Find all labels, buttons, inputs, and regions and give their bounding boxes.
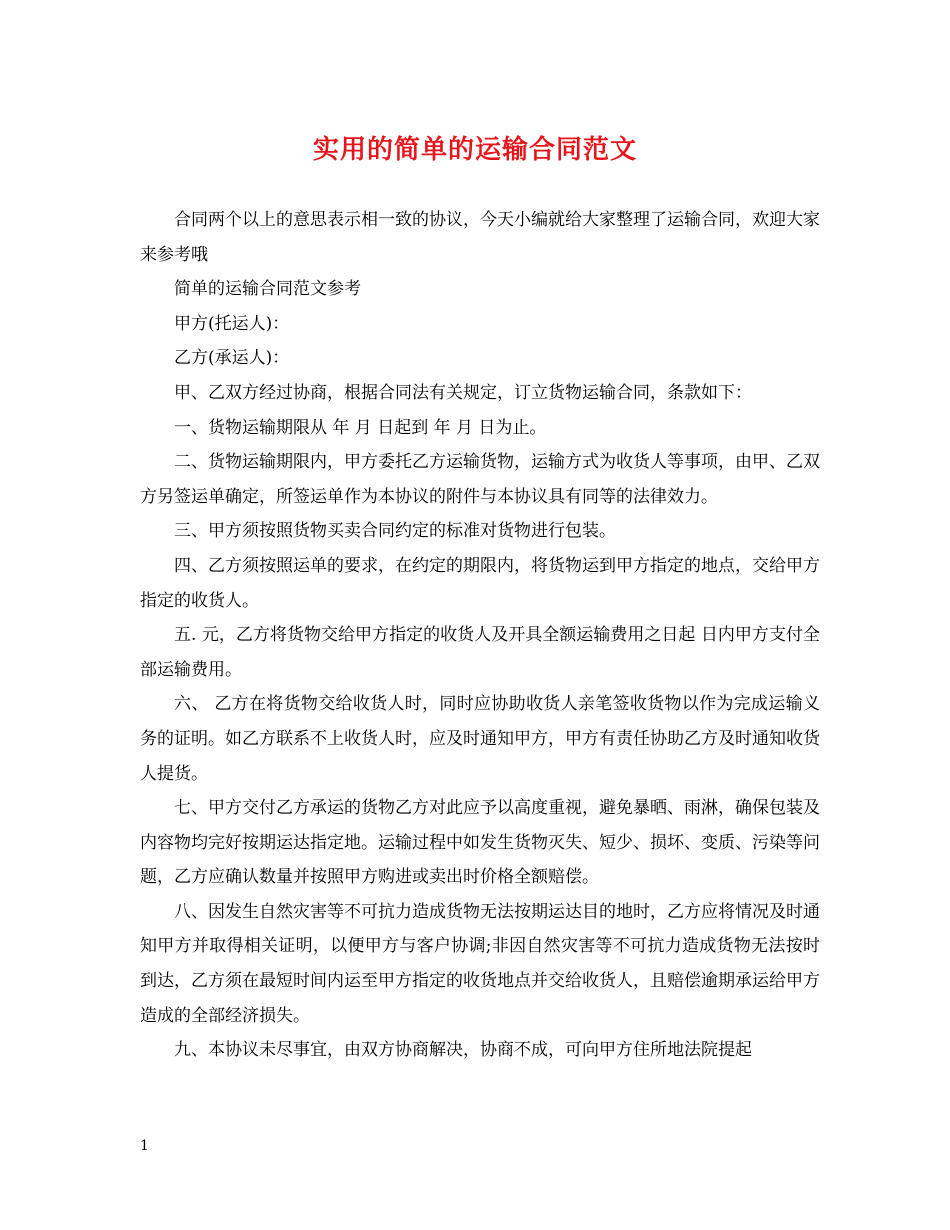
document-body	[140, 203, 820, 1068]
paragraph-intro: 合同两个以上的意思表示相一致的协议，今天小编就给大家整理了运输合同，欢迎大家来参考哦	[140, 210, 820, 265]
page-number: 1	[140, 1138, 149, 1154]
paragraph-party-b: 乙方(承运人)：	[174, 348, 290, 369]
paragraph-preamble: 甲、乙双方经过协商，根据合同法有关规定，订立货物运输合同，条款如下：	[174, 382, 752, 403]
document-title: 实用的简单的运输合同范文	[312, 135, 637, 165]
paragraph-clause-6: 六、 乙方在将货物交给收货人时，同时应协助收货人亲笔签收货物以作为完成运输义务的证明。如乙方联系不上收货人时，应及时通知甲方，甲方有责任协助乙方及时通知收货人提货。	[140, 694, 820, 784]
paragraph-clause-5: 五. 元，乙方将货物交给甲方指定的收货人及开具全额运输费用之日起 日内甲方支付全部运输费用。	[140, 625, 820, 680]
paragraph-subtitle: 简单的运输合同范文参考	[174, 279, 361, 300]
paragraph-clause-7: 七、甲方交付乙方承运的货物乙方对此应予以高度重视，避免暴晒、雨淋，确保包装及内容物均完好按期运达指定地。运输过程中如发生货物灭失、短少、损坏、变质、污染等问题，乙方应确认数量并按照甲方购进或卖出时价格全额赔偿。	[140, 798, 820, 888]
paragraph-clause-9: 九、本协议未尽事宜，由双方协商解决，协商不成，可向甲方住所地法院提起	[174, 1040, 752, 1061]
paragraph-clause-4: 四、乙方须按照运单的要求，在约定的期限内，将货物运到甲方指定的地点，交给甲方指定的收货人。	[140, 555, 820, 611]
paragraph-clause-2: 二、货物运输期限内，甲方委托乙方运输货物，运输方式为收货人等事项，由甲、乙双方另签运单确定，所签运单作为本协议的附件与本协议具有同等的法律效力。	[140, 452, 820, 507]
paragraph-clause-3: 三、甲方须按照货物买卖合同约定的标准对货物进行包装。	[174, 521, 616, 542]
paragraph-party-a: 甲方(托运人)：	[174, 313, 290, 334]
paragraph-clause-1: 一、货物运输期限从 年 月 日起到 年 月 日为止。	[174, 417, 547, 438]
paragraph-clause-8: 八、因发生自然灾害等不可抗力造成货物无法按期运达目的地时，乙方应将情况及时通知甲方并取得相关证明，以便甲方与客户协调;非因自然灾害等不可抗力造成货物无法按时到达，乙方须在最短时间内运至甲方指定的收货地点并交给收货人，且赔偿逾期承运给甲方造成的全部经济损失。	[140, 901, 820, 1026]
